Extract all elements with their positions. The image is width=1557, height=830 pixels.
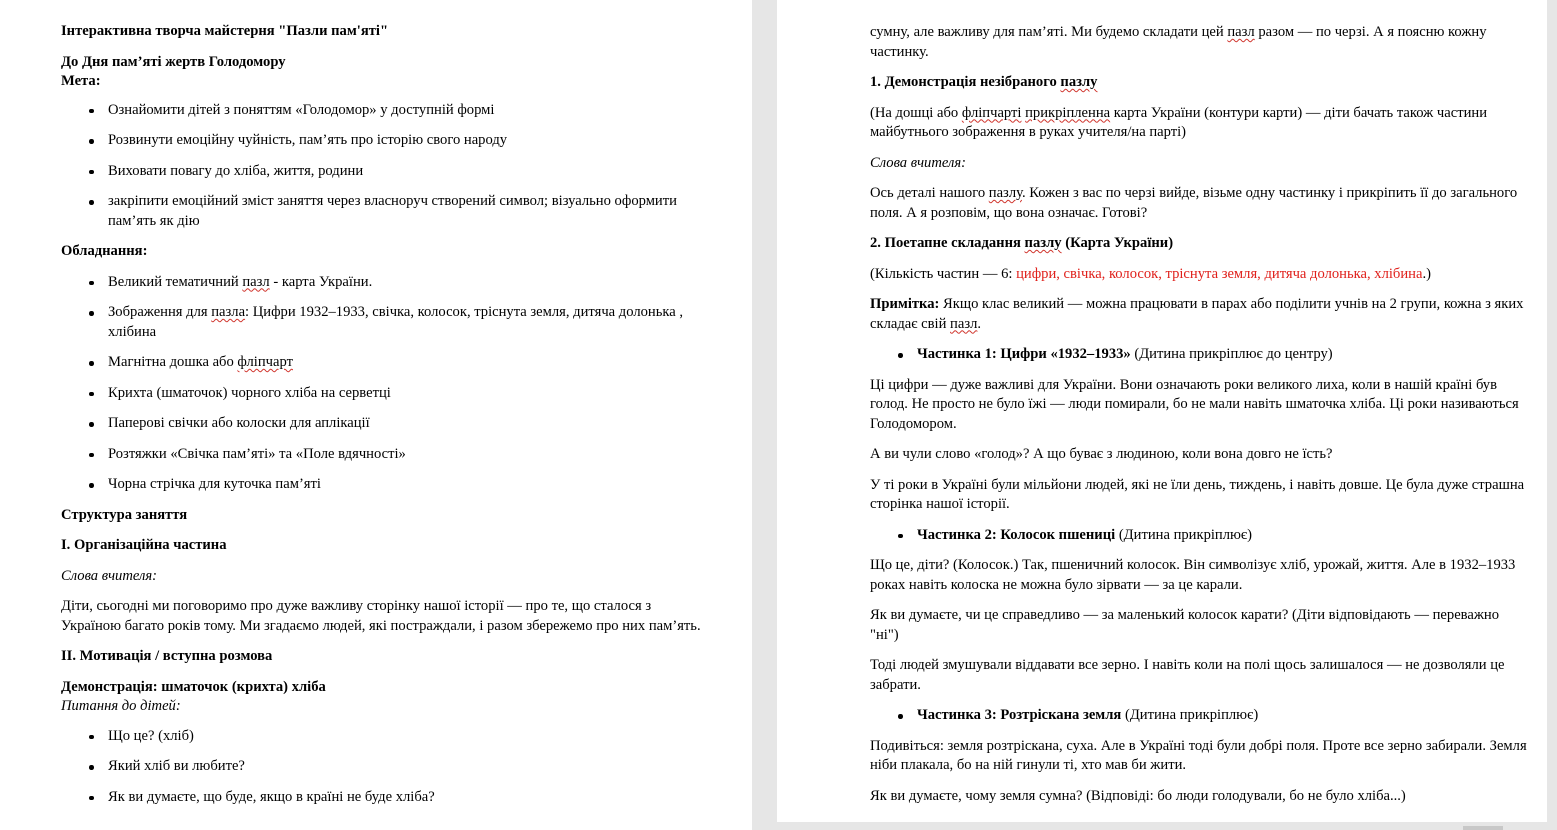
list-item: Магнітна дошка або фліпчарт (108, 353, 712, 373)
paragraph: Подивіться: земля розтріскана, суха. Але в Україні тоді були добрі поля. Проте все зерно забирали. Земля ніби плакала, бо на ній гинули ті, хто мав би жити. (870, 737, 1527, 773)
document-title: Інтерактивна творча майстерня "Пазли пам'яті" (61, 23, 389, 39)
equipment-heading: Обладнання: (61, 243, 148, 259)
list-item: Розвинути емоційну чуйність, пам’ять про історію свого народу (108, 131, 712, 151)
list-item: Частинка 3: Розтріскана земля (Дитина прикріплює) (917, 706, 1527, 726)
list-item: закріпити емоційний зміст заняття через власноруч створений символ; візуально оформити пам’ять як дію (108, 192, 712, 231)
paragraph: (На дошці або фліпчарті прикріпленна карта України (контури карти) — діти бачать також частини майбутнього зображення в руках учителя/на парті) (870, 104, 1488, 140)
list-item: Зображення для пазла: Цифри 1932–1933, свічка, колосок, тріснута земля, дитяча долонька , хлібина (108, 303, 712, 342)
questions-heading: Питання до дітей: (61, 698, 181, 714)
paragraph: (Кількість частин — 6: цифри, свічка, колосок, тріснута земля, дитяча долонька, хлібина.) (870, 265, 1431, 282)
teacher-words-label: Слова вчителя: (61, 567, 158, 584)
list-item: Розтяжки «Свічка пам’яті» та «Поле вдячності» (108, 445, 712, 465)
part-list (870, 345, 1527, 365)
list-item: Чорна стрічка для куточка пам’яті (108, 475, 712, 495)
section-heading: 1. Демонстрація незібраного пазлу (870, 74, 1098, 90)
section-heading: ІІ. Мотивація / вступна розмова (61, 648, 273, 664)
paragraph: сумну, але важливу для пам’яті. Ми будемо складати цей пазл разом — по черзі. А я поясню кожну частинку. (870, 24, 1487, 60)
list-item: Паперові свічки або колоски для аплікації (108, 414, 712, 434)
section-heading: 2. Поетапне складання пазлу (Карта України) (870, 235, 1174, 251)
paragraph: Ці цифри — дуже важливі для України. Вони означають роки великого лиха, коли в нашій країні був голод. Не просто не було їжі — люди помирали, бо не мали навіть шматочка хліба. Ці роки називаються Голодомором. (870, 376, 1519, 432)
document-page-right (777, 0, 1547, 822)
paragraph: Діти, сьогодні ми поговоримо про дуже важливу сторінку нашої історії — про те, що сталося з Україною багато років тому. Ми згадаємо людей, які постраждали, і разом збережемо про них пам’ять. (61, 598, 701, 634)
structure-heading: Структура заняття (61, 506, 188, 523)
teacher-words-label: Слова вчителя: (870, 154, 967, 171)
paragraph: Як ви думаєте, чому земля сумна? (Відповіді: бо люди голодували, бо не було хліба...) (870, 787, 1406, 804)
list-item: Частинка 2: Колосок пшениці (Дитина прикріплює) (917, 526, 1527, 546)
equipment-list (61, 273, 712, 495)
list-item: Частинка 1: Цифри «1932–1933» (Дитина прикріплює до центру) (917, 345, 1527, 365)
demo-heading: Демонстрація: шматочок (крихта) хліба (61, 678, 326, 695)
document-page-left (0, 0, 752, 830)
part-list (870, 526, 1527, 546)
paragraph: У ті роки в Україні були мільйони людей, які не їли день, тиждень, і навіть довше. Це була дуже страшна сторінка нашої історії. (870, 476, 1525, 512)
note-paragraph: Примітка: Якщо клас великий — можна працювати в парах або поділити учнів на 2 групи, кожна з яких складає свій пазл. (870, 296, 1524, 332)
horizontal-scrollbar-thumb[interactable] (1463, 826, 1503, 830)
list-item: Як ви думаєте, що буде, якщо в країні не буде хліба? (108, 788, 712, 808)
goals-list (61, 101, 712, 232)
paragraph: А ви чули слово «голод»? А що буває з людиною, коли вона довго не їсть? (870, 446, 1333, 462)
section-heading: І. Організаційна частина (61, 537, 227, 553)
document-subtitle: До Дня пам’яті жертв Голодомору (61, 53, 286, 70)
list-item: Виховати повагу до хліба, життя, родини (108, 162, 712, 182)
list-item: Крихта (шматочок) чорного хліба на серветці (108, 384, 712, 404)
paragraph: Тоді людей змушували віддавати все зерно. І навіть коли на полі щось залишалося — не дозволяли це забрати. (870, 657, 1505, 693)
list-item: Що це? (хліб) (108, 727, 712, 747)
paragraph: Ось деталі нашого пазлу. Кожен з вас по черзі вийде, візьме одну частинку і прикріпить її до загального поля. А я розповім, що вона означає. Готові? (870, 185, 1518, 221)
list-item: Великий тематичний пазл - карта України. (108, 273, 712, 293)
list-item: Ознайомити дітей з поняттям «Голодомор» у доступній формі (108, 101, 712, 121)
questions-list (61, 727, 712, 808)
part-list (870, 706, 1527, 726)
paragraph: Що це, діти? (Колосок.) Так, пшеничний колосок. Він символізує хліб, урожай, життя. Але в 1932–1933 роках навіть колоска не можна було зірвати — за це карали. (870, 557, 1516, 593)
paragraph: Як ви думаєте, чи це справедливо — за маленький колосок карати? (Діти відповідають — переважно "ні") (870, 607, 1500, 643)
list-item: Який хліб ви любите? (108, 757, 712, 777)
goal-heading: Мета: (61, 73, 101, 89)
